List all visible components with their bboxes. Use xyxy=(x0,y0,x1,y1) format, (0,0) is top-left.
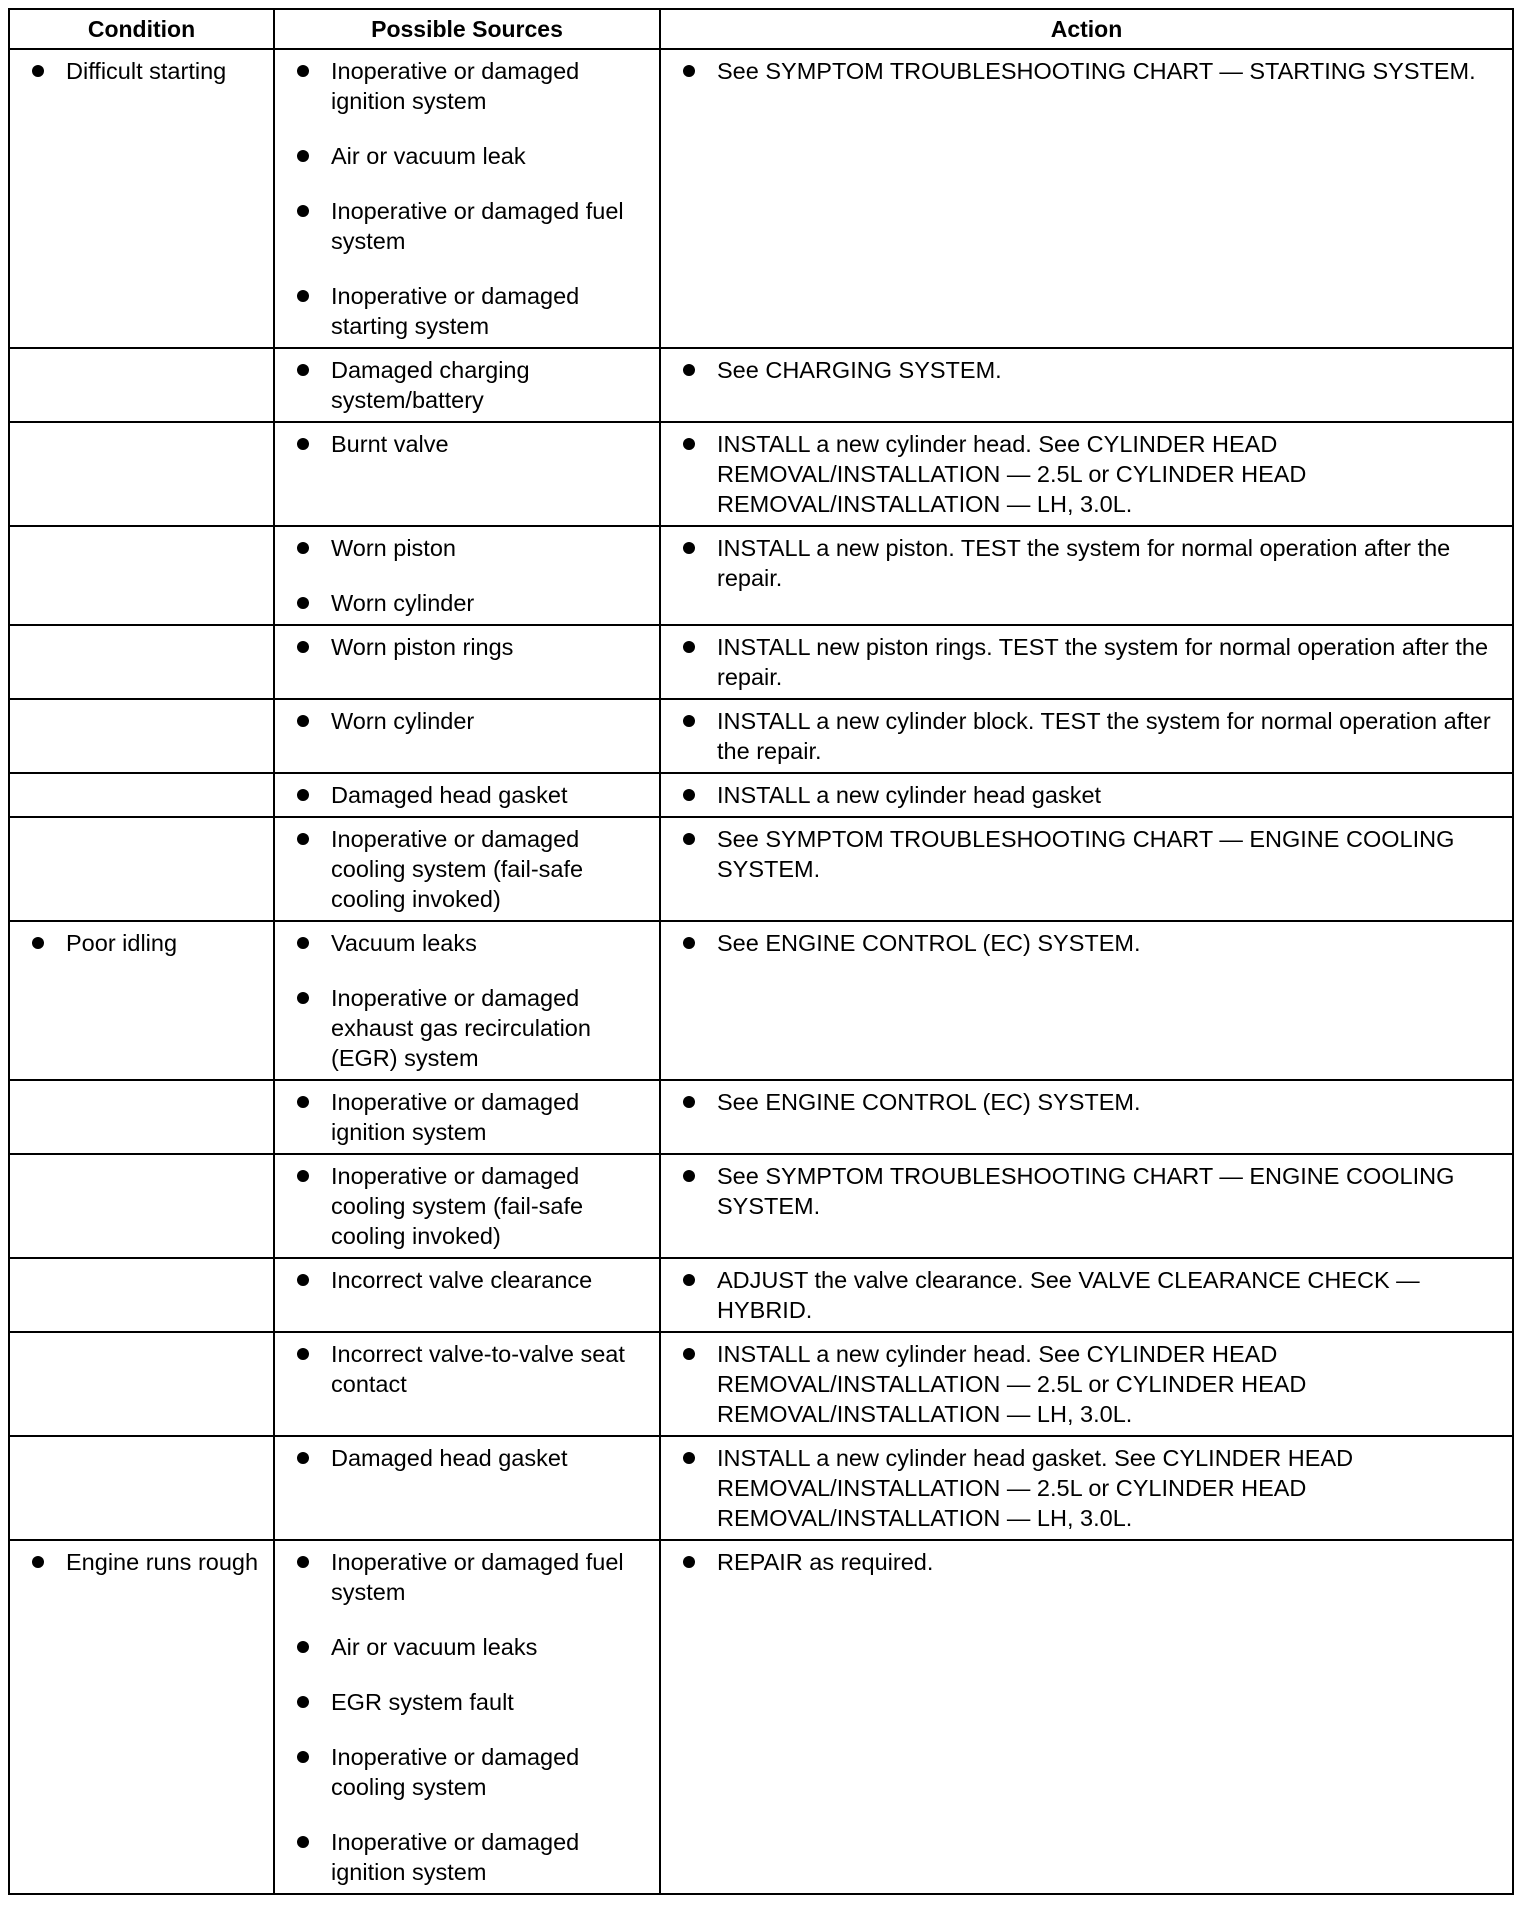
table-row xyxy=(9,422,1513,526)
table-row xyxy=(9,699,1513,773)
source-item: Damaged head gasket xyxy=(287,780,649,810)
source-item: Inoperative or damaged fuel system xyxy=(287,1547,649,1607)
table-row xyxy=(9,625,1513,699)
condition-cell xyxy=(9,699,274,773)
table-row xyxy=(9,1436,1513,1540)
source-item: Inoperative or damaged cooling system (fail-safe cooling invoked) xyxy=(287,1161,649,1251)
possible-sources-cell xyxy=(274,348,660,422)
condition-item: Engine runs rough xyxy=(22,1547,263,1577)
condition-cell xyxy=(9,1258,274,1332)
action-cell xyxy=(660,1080,1513,1154)
table-row xyxy=(9,348,1513,422)
condition-cell xyxy=(9,1540,274,1894)
possible-sources-cell xyxy=(274,1258,660,1332)
condition-item: Difficult starting xyxy=(22,56,263,86)
table-row xyxy=(9,1154,1513,1258)
troubleshooting-table xyxy=(8,8,1514,1895)
source-item: Worn piston rings xyxy=(287,632,649,662)
action-item: See ENGINE CONTROL (EC) SYSTEM. xyxy=(673,1087,1502,1117)
action-cell xyxy=(660,773,1513,817)
possible-sources-cell xyxy=(274,699,660,773)
source-item: Inoperative or damaged ignition system xyxy=(287,1087,649,1147)
possible-sources-cell xyxy=(274,526,660,625)
header-row xyxy=(9,9,1513,49)
action-cell xyxy=(660,49,1513,348)
action-item: See CHARGING SYSTEM. xyxy=(673,355,1502,385)
condition-cell xyxy=(9,348,274,422)
table-row xyxy=(9,1080,1513,1154)
action-item: INSTALL new piston rings. TEST the system for normal operation after the repair. xyxy=(673,632,1502,692)
possible-sources-cell xyxy=(274,1332,660,1436)
possible-sources-cell xyxy=(274,422,660,526)
source-item: Inoperative or damaged cooling system xyxy=(287,1742,649,1802)
action-cell xyxy=(660,348,1513,422)
condition-cell xyxy=(9,1332,274,1436)
action-item: INSTALL a new cylinder block. TEST the system for normal operation after the repair. xyxy=(673,706,1502,766)
table-row xyxy=(9,773,1513,817)
condition-cell xyxy=(9,526,274,625)
action-cell xyxy=(660,1540,1513,1894)
condition-cell xyxy=(9,1436,274,1540)
source-item: Worn cylinder xyxy=(287,706,649,736)
possible-sources-cell xyxy=(274,625,660,699)
table-row xyxy=(9,1258,1513,1332)
source-item: Inoperative or damaged ignition system xyxy=(287,1827,649,1887)
action-cell xyxy=(660,921,1513,1080)
source-item: Worn piston xyxy=(287,533,649,563)
source-item: Worn cylinder xyxy=(287,588,649,618)
action-cell xyxy=(660,422,1513,526)
table-row xyxy=(9,526,1513,625)
condition-cell xyxy=(9,1080,274,1154)
source-item: Incorrect valve clearance xyxy=(287,1265,649,1295)
action-item: See ENGINE CONTROL (EC) SYSTEM. xyxy=(673,928,1502,958)
action-item: See SYMPTOM TROUBLESHOOTING CHART — ENGINE COOLING SYSTEM. xyxy=(673,824,1502,884)
action-cell xyxy=(660,1154,1513,1258)
possible-sources-cell xyxy=(274,49,660,348)
source-item: Air or vacuum leak xyxy=(287,141,649,171)
condition-cell xyxy=(9,625,274,699)
action-item: See SYMPTOM TROUBLESHOOTING CHART — STARTING SYSTEM. xyxy=(673,56,1502,86)
action-cell xyxy=(660,1332,1513,1436)
condition-cell xyxy=(9,1154,274,1258)
action-item: See SYMPTOM TROUBLESHOOTING CHART — ENGINE COOLING SYSTEM. xyxy=(673,1161,1502,1221)
action-item: INSTALL a new cylinder head. See CYLINDER HEAD REMOVAL/INSTALLATION — 2.5L or CYLINDER HEAD REMOVAL/INSTALLATION — LH, 3.0L. xyxy=(673,429,1502,519)
action-item: INSTALL a new cylinder head gasket. See CYLINDER HEAD REMOVAL/INSTALLATION — 2.5L or CYLINDER HEAD REMOVAL/INSTALLATION — LH, 3.0L. xyxy=(673,1443,1502,1533)
condition-item: Poor idling xyxy=(22,928,263,958)
possible-sources-cell xyxy=(274,1436,660,1540)
possible-sources-cell xyxy=(274,817,660,921)
action-item: INSTALL a new cylinder head gasket xyxy=(673,780,1502,810)
table-row xyxy=(9,49,1513,348)
source-item: Burnt valve xyxy=(287,429,649,459)
action-item: INSTALL a new cylinder head. See CYLINDER HEAD REMOVAL/INSTALLATION — 2.5L or CYLINDER HEAD REMOVAL/INSTALLATION — LH, 3.0L. xyxy=(673,1339,1502,1429)
condition-header: Condition xyxy=(9,9,274,49)
source-item: Inoperative or damaged exhaust gas recirculation (EGR) system xyxy=(287,983,649,1073)
source-item: Vacuum leaks xyxy=(287,928,649,958)
condition-cell xyxy=(9,817,274,921)
action-cell xyxy=(660,526,1513,625)
condition-cell xyxy=(9,773,274,817)
possible-sources-cell xyxy=(274,1080,660,1154)
condition-cell xyxy=(9,49,274,348)
action-item: ADJUST the valve clearance. See VALVE CLEARANCE CHECK — HYBRID. xyxy=(673,1265,1502,1325)
possible-sources-cell xyxy=(274,921,660,1080)
source-item: Inoperative or damaged cooling system (fail-safe cooling invoked) xyxy=(287,824,649,914)
source-item: Inoperative or damaged fuel system xyxy=(287,196,649,256)
action-header: Action xyxy=(660,9,1513,49)
source-item: Damaged head gasket xyxy=(287,1443,649,1473)
source-item: EGR system fault xyxy=(287,1687,649,1717)
action-item: REPAIR as required. xyxy=(673,1547,1502,1577)
source-item: Inoperative or damaged ignition system xyxy=(287,56,649,116)
possible-sources-cell xyxy=(274,1540,660,1894)
source-item: Incorrect valve-to-valve seat contact xyxy=(287,1339,649,1399)
action-cell xyxy=(660,625,1513,699)
action-cell xyxy=(660,817,1513,921)
action-cell xyxy=(660,1258,1513,1332)
table-row xyxy=(9,1540,1513,1894)
possible-sources-header: Possible Sources xyxy=(274,9,660,49)
action-cell xyxy=(660,1436,1513,1540)
source-item: Air or vacuum leaks xyxy=(287,1632,649,1662)
condition-cell xyxy=(9,422,274,526)
possible-sources-cell xyxy=(274,773,660,817)
source-item: Inoperative or damaged starting system xyxy=(287,281,649,341)
table-row xyxy=(9,921,1513,1080)
table-body xyxy=(9,49,1513,1894)
table-row xyxy=(9,1332,1513,1436)
action-cell xyxy=(660,699,1513,773)
condition-cell xyxy=(9,921,274,1080)
table-row xyxy=(9,817,1513,921)
source-item: Damaged charging system/battery xyxy=(287,355,649,415)
possible-sources-cell xyxy=(274,1154,660,1258)
action-item: INSTALL a new piston. TEST the system for normal operation after the repair. xyxy=(673,533,1502,593)
